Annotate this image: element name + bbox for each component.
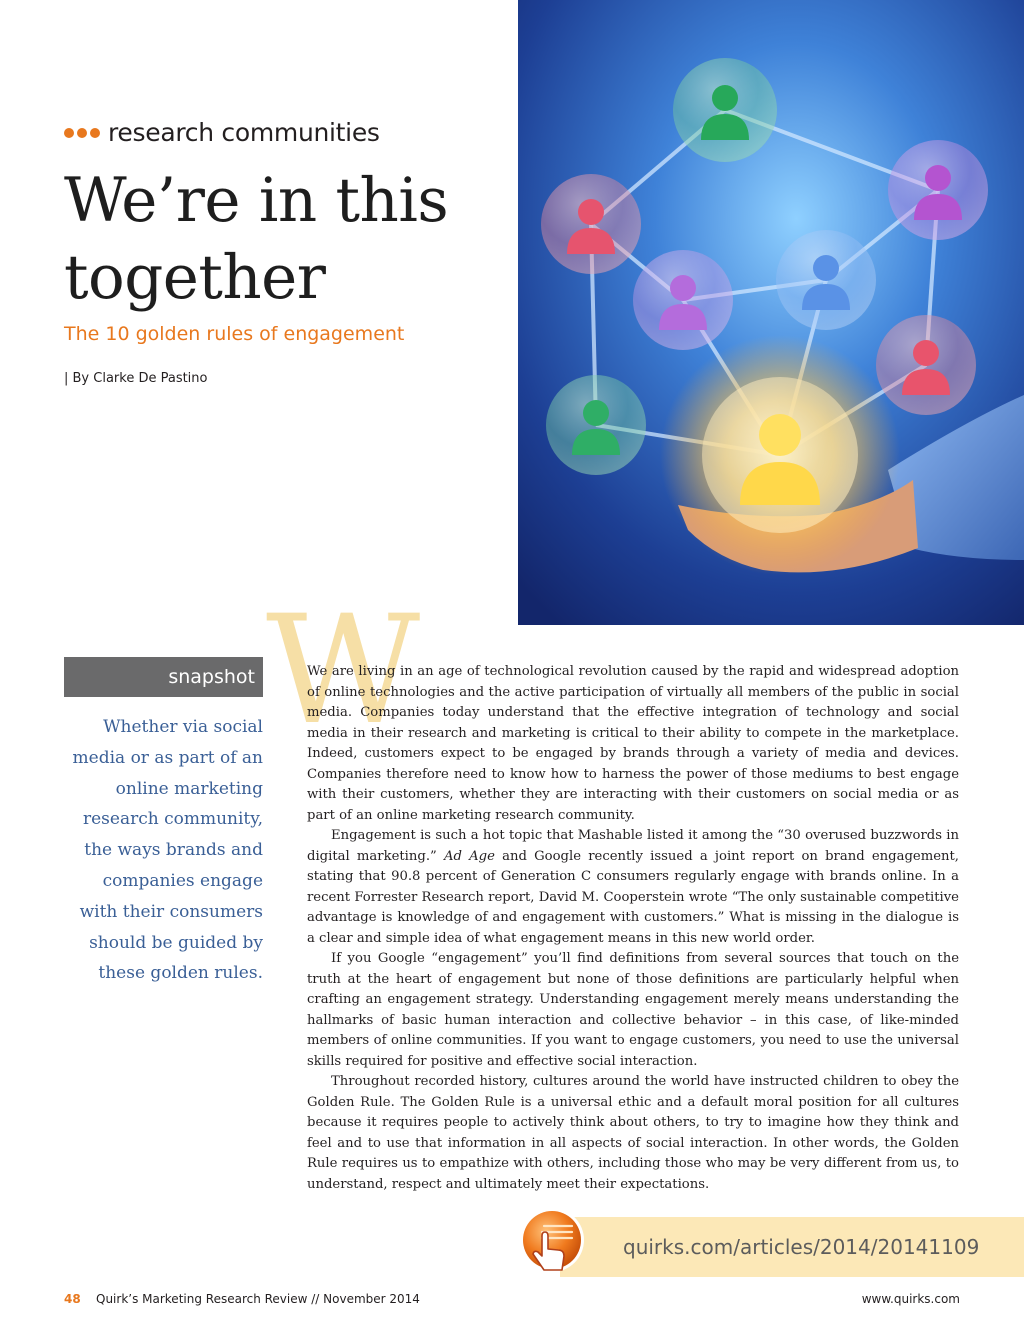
paragraph: If you Google “engagement” you’ll find definitions from several sources that touch on the truth at the heart of engagement but none of those definitions are particularly helpful when crafting an engagement strategy. Understanding engagement merely means understanding the hallmarks of basic human interaction and collective behavior – in this case, of like-minded members of online communities. If you want to engage customers, you need to use the universal skills required for positive and effective social interaction.: [307, 951, 959, 1069]
hand-pointer-icon[interactable]: [518, 1206, 590, 1278]
article-body: [307, 662, 959, 1195]
article-subtitle: The 10 golden rules of engagement: [64, 323, 405, 345]
hero-illustration: [518, 0, 1024, 625]
article-url-link[interactable]: quirks.com/articles/2014/20141109: [623, 1235, 980, 1259]
publication-name: Ad Age: [443, 848, 495, 864]
paragraph: Engagement is such a hot topic that Mashable listed it among the “30 overused buzzwords in digital marketing.” Ad Age and Google recently issued a joint report on brand engagement, stating that 90.8 percent of Generation C consumers regularly engage with brands online. In a recent Forrester Research report, David M. Cooperstein wrote “The only sustainable competitive advantage is knowledge of and engagement with customers.” What is missing in the dialogue is a clear and simple idea of what engagement means in this new world order.: [307, 828, 959, 946]
paragraph: We are living in an age of technological revolution caused by the rapid and widespread adoption of online technologies and the active participation of virtually all members of the public in social media. Companies today understand that the effective integration of technology and social media in their research and marketing is critical to their ability to compete in the marketplace. Indeed, customers expect to be engaged by brands through a variety of media and devices. Companies therefore need to know how to harness the power of those mediums to best engage with their customers, whether they are interacting with their customers on social media or as part of an online marketing research community.: [307, 664, 959, 823]
snapshot-summary: Whether via social media or as part of an online marketing research community, the ways brands and companies engage with their consumers should be guided by these golden rules.: [72, 717, 263, 984]
bullet-dots-icon: [64, 128, 100, 138]
kicker-label: research communities: [108, 118, 380, 147]
section-kicker: [64, 118, 380, 147]
page-number: 48: [64, 1292, 81, 1306]
byline: | By Clarke De Pastino: [64, 371, 208, 386]
website-link[interactable]: www.quirks.com: [861, 1292, 960, 1306]
snapshot-header: [64, 657, 263, 697]
publication-info: Quirk’s Marketing Research Review // November 2014: [96, 1292, 420, 1306]
article-title: We’re in this together: [64, 165, 449, 313]
paragraph: Throughout recorded history, cultures around the world have instructed children to obey the Golden Rule. The Golden Rule is a universal ethic and a default moral position for all cultures because it requires people to actively think about others, to try to imagine how they think and feel and to use that information in all aspects of social interaction. In other words, the Golden Rule requires us to empathize with others, including those who may be very different from us, to understand, respect and ultimately meet their expectations.: [307, 1074, 959, 1192]
drop-cap: W: [266, 584, 421, 758]
snapshot-label: snapshot: [168, 666, 255, 688]
